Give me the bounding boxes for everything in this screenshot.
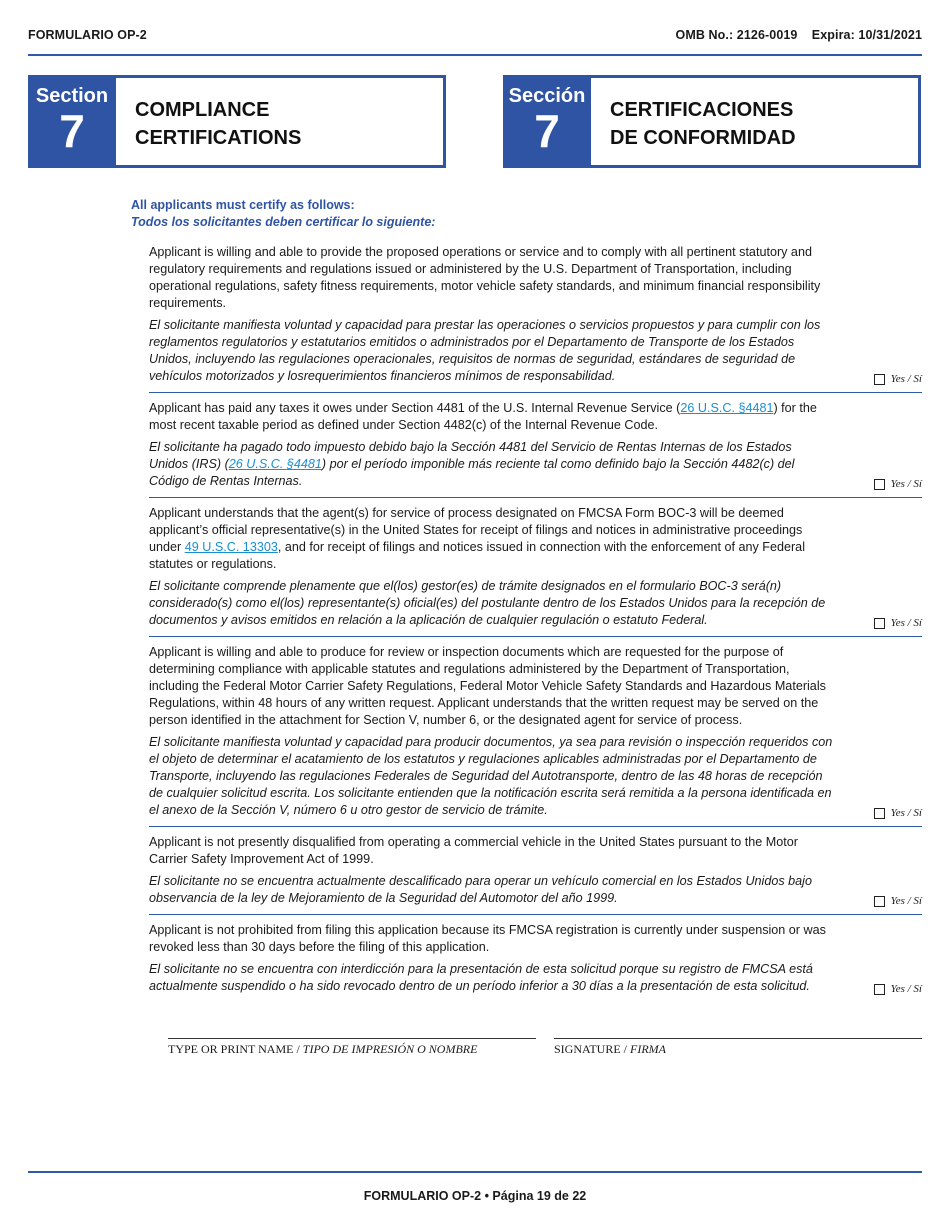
section-title-line1: CERTIFICACIONES	[610, 99, 794, 121]
usc-4481-link[interactable]: 26 U.S.C. §4481	[680, 401, 774, 415]
checkbox-square[interactable]	[874, 618, 885, 629]
header-rule	[28, 54, 922, 56]
signature-label: SIGNATURE / FIRMA	[554, 1042, 666, 1056]
checkbox-label: Yes / Sí	[890, 478, 922, 490]
checkbox-square[interactable]	[874, 984, 885, 995]
checkbox-label: Yes / Sí	[890, 807, 922, 819]
section-number: 7	[59, 105, 85, 157]
certification-text-en: Applicant is not presently disqualified from operating a commercial vehicle in the United States pursuant to the Motor Carrier Safety Improvement Act of 1999.	[149, 835, 798, 866]
yes-checkbox[interactable]	[874, 983, 922, 995]
intro	[131, 197, 435, 231]
section-title	[135, 96, 301, 152]
checkbox-square[interactable]	[874, 808, 885, 819]
certification-item	[149, 834, 922, 915]
form-id-header: FORMULARIO OP-2	[28, 28, 147, 42]
certification-text-es: El solicitante ha pagado todo impuesto debido bajo la Sección 4481 del Servicio de Rentas Internas de los Estados Unidos (IRS) (26 U.S.C. §4481) por el período imponible más reciente tal como definido bajo la Sección 4482(c) del Código de Rentas Internas.	[149, 440, 795, 488]
certification-text-en: Applicant is willing and able to produce for review or inspection documents which are requested for the purpose of determining compliance with applicable statutes and regulations administered by the Department of Transportation, including the Federal Motor Carrier Safety Regulations, Federal Motor Vehicle Safety Standards and Hazardous Materials Regulations, within 48 hours of any written request. Applicant understands that the written request may be served on the person identified in the attachment for Section V, number 6, or the designated agent for service of process.	[149, 645, 826, 727]
yes-checkbox[interactable]	[874, 617, 922, 629]
section-title-line2: DE CONFORMIDAD	[610, 127, 796, 149]
certification-text-es: El solicitante no se encuentra actualmente descalificado para operar un vehículo comercial en los Estados Unidos bajo observancia de la ley de Mejoramiento de la Seguridad del Automotor del año 1999.	[149, 874, 812, 905]
certification-text-es: El solicitante no se encuentra con interdicción para la presentación de esta solicitud porque su registro de FMCSA está actualmente suspendido o ha sido revocado dentro de un período inferior a 30 días a la presentación de esta solicitud.	[149, 962, 813, 993]
section-number: 7	[534, 105, 560, 157]
intro-en: All applicants must certify as follows:	[131, 198, 355, 212]
certification-text-en: Applicant is not prohibited from filing this application because its FMCSA registration is currently under suspension or was revoked less than 30 days before the filing of this application.	[149, 923, 826, 954]
name-label: TYPE OR PRINT NAME / TIPO DE IMPRESIÓN O NOMBRE	[168, 1042, 478, 1056]
section-title	[610, 96, 796, 152]
certification-item	[149, 244, 922, 393]
section-tab	[503, 75, 591, 168]
section-word: Sección	[508, 85, 586, 107]
signature-line[interactable]	[554, 1038, 922, 1039]
checkbox-square[interactable]	[874, 374, 885, 385]
footer-rule	[28, 1171, 922, 1173]
certification-item	[149, 922, 922, 1002]
certification-item	[149, 644, 922, 827]
section-header-es	[503, 75, 921, 168]
certification-item	[149, 505, 922, 637]
page-footer: FORMULARIO OP-2 • Página 19 de 22	[363, 1189, 587, 1203]
section-title-line2: CERTIFICATIONS	[135, 127, 302, 149]
certification-text-en: Applicant is willing and able to provide the proposed operations or service and to comply with all pertinent statutory and regulatory requirements and regulations issued or administered by the U.S. Department of Transportation, including operational regulations, safety fitness requirements, motor vehicle safety standards, and minimum financial responsibility requirements.	[149, 245, 821, 310]
certification-text-en: Applicant has paid any taxes it owes under Section 4481 of the U.S. Internal Revenue Service (26 U.S.C. §4481) for the most recent taxable period as defined under Section 4482(c) of the Internal Revenue Code.	[149, 401, 817, 432]
checkbox-square[interactable]	[874, 896, 885, 907]
intro-es: Todos los solicitantes deben certificar lo siguiente:	[131, 215, 436, 229]
checkbox-square[interactable]	[874, 479, 885, 490]
yes-checkbox[interactable]	[874, 807, 922, 819]
checkbox-label: Yes / Sí	[890, 617, 922, 629]
omb-number: OMB No.: 2126-0019	[675, 28, 798, 42]
yes-checkbox[interactable]	[874, 478, 922, 490]
yes-checkbox[interactable]	[874, 373, 922, 385]
certification-text-es: El solicitante manifiesta voluntad y capacidad para producir documentos, ya sea para revisión o inspección requeridos con el objeto de determinar el acatamiento de los estatutos y regulaciones aplicables administradas por el Departamento de Transporte, incluyendo las regulaciones Federales de Seguridad del Autotransporte, dentro de las 48 horas de recepción de cualquier solicitud escrita. Los solicitante entienden que la notificación escrita será remitida a la persona identificada en el anexo de la Sección V, número 6 u otro gestor de servicio de trámite.	[149, 735, 833, 817]
certification-text-en: Applicant understands that the agent(s) for service of process designated on FMCSA Form BOC-3 will be deemed applicant’s official representative(s) in the United States for receipt of filings and notices in administrative proceedings under 49 U.S.C. 13303, and for receipt of filings and notices issued in connection with the enforcement of any Federal statutes or regulations.	[149, 506, 805, 571]
certification-list	[149, 244, 922, 1009]
section-tab	[28, 75, 116, 168]
omb-header	[676, 28, 923, 42]
checkbox-label: Yes / Sí	[890, 895, 922, 907]
checkbox-label: Yes / Sí	[890, 983, 922, 995]
section-header-en	[28, 75, 446, 168]
usc-4481-link-es[interactable]: 26 U.S.C. §4481	[228, 457, 322, 471]
checkbox-label: Yes / Sí	[890, 373, 922, 385]
name-signature-line[interactable]	[168, 1038, 536, 1039]
section-word: Section	[35, 85, 109, 107]
section-title-line1: COMPLIANCE	[135, 99, 270, 121]
certification-item	[149, 400, 922, 498]
expiration: Expira: 10/31/2021	[811, 28, 922, 42]
usc-13303-link[interactable]: 49 U.S.C. 13303	[184, 540, 278, 554]
certification-text-es: El solicitante comprende plenamente que el(los) gestor(es) de trámite designados en el formulario BOC-3 será(n) considerado(s) como el(los) representante(s) oficial(es) del postulante dentro de los Estados Unidos para la recepción de documentos y avisos emitidos en relación a la aplicación de cualquier regulación o estatuto Federal.	[149, 579, 826, 627]
yes-checkbox[interactable]	[874, 895, 922, 907]
certification-text-es: El solicitante manifiesta voluntad y capacidad para prestar las operaciones o servicios propuestos y para cumplir con los reglamentos regulatorios y estatutarios emitidos o administrados por el Departamento de Transporte de los Estados Unidos, incluyendo las regulaciones operacionales, requisitos de normas de seguridad, estándares de seguridad de vehículos motorizados y losrequerimientos financieros mínimos de responsabilidad.	[149, 318, 821, 383]
